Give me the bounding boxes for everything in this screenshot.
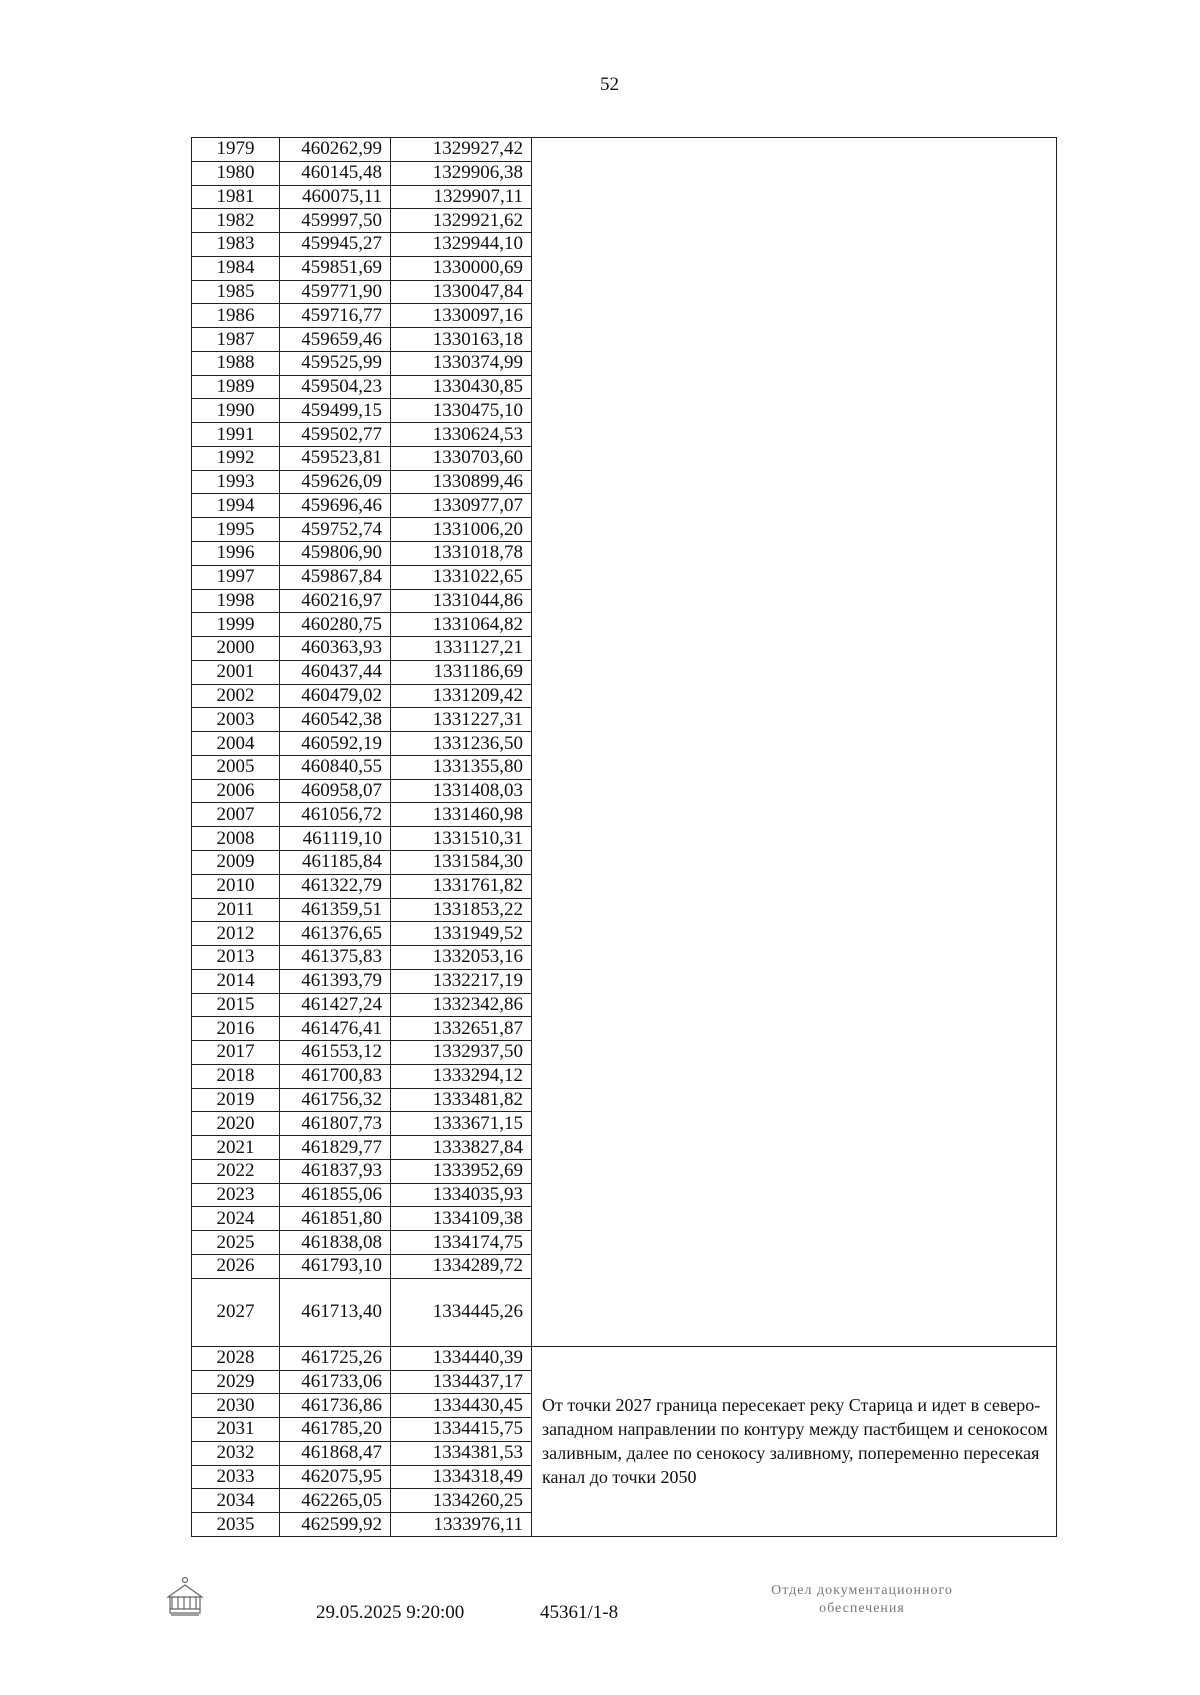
y-coordinate-cell: 1331761,82: [391, 874, 532, 898]
point-number-cell: 2030: [192, 1394, 280, 1418]
y-coordinate-cell: 1331022,65: [391, 565, 532, 589]
point-number-cell: 2017: [192, 1041, 280, 1065]
point-number-cell: 2015: [192, 993, 280, 1017]
x-coordinate-cell: 459626,09: [280, 470, 391, 494]
y-coordinate-cell: 1333481,82: [391, 1088, 532, 1112]
x-coordinate-cell: 461807,73: [280, 1112, 391, 1136]
y-coordinate-cell: 1331209,42: [391, 684, 532, 708]
boundary-description-cell: От точки 2027 граница пересекает реку Старица и идет в северо-западном направлении по контуру между пастбищем и сенокосом заливным, далее по сенокосу заливному, попеременно пересекая канал до точки 2050: [532, 1346, 1057, 1536]
y-coordinate-cell: 1330000,69: [391, 256, 532, 280]
point-number-cell: 2002: [192, 684, 280, 708]
x-coordinate-cell: 459997,50: [280, 209, 391, 233]
x-coordinate-cell: 461185,84: [280, 850, 391, 874]
x-coordinate-cell: 461322,79: [280, 874, 391, 898]
coordinates-table: [191, 137, 1057, 1537]
point-number-cell: 2027: [192, 1278, 280, 1346]
x-coordinate-cell: 461855,06: [280, 1183, 391, 1207]
x-coordinate-cell: 461375,83: [280, 946, 391, 970]
y-coordinate-cell: 1334289,72: [391, 1254, 532, 1278]
y-coordinate-cell: 1329927,42: [391, 138, 532, 162]
point-number-cell: 2020: [192, 1112, 280, 1136]
point-number-cell: 1988: [192, 351, 280, 375]
x-coordinate-cell: 459659,46: [280, 328, 391, 352]
point-number-cell: 2013: [192, 946, 280, 970]
y-coordinate-cell: 1330163,18: [391, 328, 532, 352]
x-coordinate-cell: 460363,93: [280, 637, 391, 661]
point-number-cell: 2023: [192, 1183, 280, 1207]
y-coordinate-cell: 1334174,75: [391, 1231, 532, 1255]
x-coordinate-cell: 462075,95: [280, 1465, 391, 1489]
emblem-logo: [162, 1573, 208, 1619]
point-number-cell: 2016: [192, 1017, 280, 1041]
x-coordinate-cell: 462265,05: [280, 1489, 391, 1513]
x-coordinate-cell: 461553,12: [280, 1041, 391, 1065]
point-number-cell: 2012: [192, 922, 280, 946]
x-coordinate-cell: 461427,24: [280, 993, 391, 1017]
y-coordinate-cell: 1331460,98: [391, 803, 532, 827]
y-coordinate-cell: 1331584,30: [391, 850, 532, 874]
x-coordinate-cell: 461393,79: [280, 969, 391, 993]
x-coordinate-cell: 459716,77: [280, 304, 391, 328]
x-coordinate-cell: 460479,02: [280, 684, 391, 708]
y-coordinate-cell: 1333827,84: [391, 1136, 532, 1160]
y-coordinate-cell: 1334445,26: [391, 1278, 532, 1346]
y-coordinate-cell: 1330097,16: [391, 304, 532, 328]
y-coordinate-cell: 1331006,20: [391, 518, 532, 542]
y-coordinate-cell: 1334437,17: [391, 1370, 532, 1394]
point-number-cell: 1997: [192, 565, 280, 589]
point-number-cell: 1992: [192, 446, 280, 470]
x-coordinate-cell: 461829,77: [280, 1136, 391, 1160]
y-coordinate-cell: 1330899,46: [391, 470, 532, 494]
point-number-cell: 2029: [192, 1370, 280, 1394]
point-number-cell: 1998: [192, 589, 280, 613]
y-coordinate-cell: 1334430,45: [391, 1394, 532, 1418]
y-coordinate-cell: 1331408,03: [391, 779, 532, 803]
y-coordinate-cell: 1331853,22: [391, 898, 532, 922]
x-coordinate-cell: 461733,06: [280, 1370, 391, 1394]
y-coordinate-cell: 1332651,87: [391, 1017, 532, 1041]
point-number-cell: 1993: [192, 470, 280, 494]
x-coordinate-cell: 461785,20: [280, 1418, 391, 1442]
x-coordinate-cell: 461476,41: [280, 1017, 391, 1041]
x-coordinate-cell: 459502,77: [280, 423, 391, 447]
point-number-cell: 1982: [192, 209, 280, 233]
point-number-cell: 2011: [192, 898, 280, 922]
point-number-cell: 1995: [192, 518, 280, 542]
y-coordinate-cell: 1330624,53: [391, 423, 532, 447]
x-coordinate-cell: 459523,81: [280, 446, 391, 470]
y-coordinate-cell: 1331064,82: [391, 613, 532, 637]
x-coordinate-cell: 459851,69: [280, 256, 391, 280]
point-number-cell: 2004: [192, 732, 280, 756]
point-number-cell: 1994: [192, 494, 280, 518]
x-coordinate-cell: 459504,23: [280, 375, 391, 399]
point-number-cell: 2010: [192, 874, 280, 898]
y-coordinate-cell: 1329906,38: [391, 161, 532, 185]
point-number-cell: 2022: [192, 1159, 280, 1183]
x-coordinate-cell: 461837,93: [280, 1159, 391, 1183]
x-coordinate-cell: 461851,80: [280, 1207, 391, 1231]
y-coordinate-cell: 1329907,11: [391, 185, 532, 209]
y-coordinate-cell: 1334440,39: [391, 1346, 532, 1370]
x-coordinate-cell: 461793,10: [280, 1254, 391, 1278]
y-coordinate-cell: 1330047,84: [391, 280, 532, 304]
point-number-cell: 2007: [192, 803, 280, 827]
y-coordinate-cell: 1332342,86: [391, 993, 532, 1017]
point-number-cell: 2021: [192, 1136, 280, 1160]
point-number-cell: 1986: [192, 304, 280, 328]
x-coordinate-cell: 460592,19: [280, 732, 391, 756]
page-number: 52: [600, 74, 619, 95]
x-coordinate-cell: 460840,55: [280, 755, 391, 779]
x-coordinate-cell: 461700,83: [280, 1064, 391, 1088]
x-coordinate-cell: 460542,38: [280, 708, 391, 732]
y-coordinate-cell: 1333976,11: [391, 1513, 532, 1537]
y-coordinate-cell: 1331186,69: [391, 660, 532, 684]
y-coordinate-cell: 1334415,75: [391, 1418, 532, 1442]
y-coordinate-cell: 1332937,50: [391, 1041, 532, 1065]
x-coordinate-cell: 461725,26: [280, 1346, 391, 1370]
y-coordinate-cell: 1330475,10: [391, 399, 532, 423]
x-coordinate-cell: 460075,11: [280, 185, 391, 209]
point-number-cell: 2024: [192, 1207, 280, 1231]
x-coordinate-cell: 461713,40: [280, 1278, 391, 1346]
y-coordinate-cell: 1331127,21: [391, 637, 532, 661]
point-number-cell: 2033: [192, 1465, 280, 1489]
point-number-cell: 2006: [192, 779, 280, 803]
x-coordinate-cell: 459696,46: [280, 494, 391, 518]
table-row: [192, 1346, 1057, 1370]
x-coordinate-cell: 459945,27: [280, 233, 391, 257]
y-coordinate-cell: 1333952,69: [391, 1159, 532, 1183]
empty-description-cell: [532, 138, 1057, 1347]
x-coordinate-cell: 459806,90: [280, 542, 391, 566]
stamp-line-2: обеспечения: [819, 1601, 905, 1616]
y-coordinate-cell: 1329921,62: [391, 209, 532, 233]
point-number-cell: 1991: [192, 423, 280, 447]
x-coordinate-cell: 461056,72: [280, 803, 391, 827]
x-coordinate-cell: 460280,75: [280, 613, 391, 637]
x-coordinate-cell: 459752,74: [280, 518, 391, 542]
point-number-cell: 2025: [192, 1231, 280, 1255]
y-coordinate-cell: 1333671,15: [391, 1112, 532, 1136]
x-coordinate-cell: 460437,44: [280, 660, 391, 684]
y-coordinate-cell: 1334318,49: [391, 1465, 532, 1489]
table-row: [192, 138, 1057, 162]
x-coordinate-cell: 460958,07: [280, 779, 391, 803]
point-number-cell: 2032: [192, 1441, 280, 1465]
point-number-cell: 2003: [192, 708, 280, 732]
stamp-line-1: Отдел документационного: [771, 1583, 953, 1598]
x-coordinate-cell: 460262,99: [280, 138, 391, 162]
point-number-cell: 2019: [192, 1088, 280, 1112]
point-number-cell: 1989: [192, 375, 280, 399]
point-number-cell: 2034: [192, 1489, 280, 1513]
x-coordinate-cell: 461838,08: [280, 1231, 391, 1255]
y-coordinate-cell: 1331355,80: [391, 755, 532, 779]
y-coordinate-cell: 1331018,78: [391, 542, 532, 566]
point-number-cell: 2031: [192, 1418, 280, 1442]
y-coordinate-cell: 1330374,99: [391, 351, 532, 375]
y-coordinate-cell: 1331949,52: [391, 922, 532, 946]
point-number-cell: 2009: [192, 850, 280, 874]
point-number-cell: 2001: [192, 660, 280, 684]
point-number-cell: 1979: [192, 138, 280, 162]
x-coordinate-cell: 460216,97: [280, 589, 391, 613]
point-number-cell: 2000: [192, 637, 280, 661]
x-coordinate-cell: 461868,47: [280, 1441, 391, 1465]
y-coordinate-cell: 1333294,12: [391, 1064, 532, 1088]
x-coordinate-cell: 459771,90: [280, 280, 391, 304]
y-coordinate-cell: 1330703,60: [391, 446, 532, 470]
point-number-cell: 2026: [192, 1254, 280, 1278]
y-coordinate-cell: 1334260,25: [391, 1489, 532, 1513]
x-coordinate-cell: 461119,10: [280, 827, 391, 851]
x-coordinate-cell: 461736,86: [280, 1394, 391, 1418]
x-coordinate-cell: 461376,65: [280, 922, 391, 946]
x-coordinate-cell: 461756,32: [280, 1088, 391, 1112]
point-number-cell: 2008: [192, 827, 280, 851]
point-number-cell: 1984: [192, 256, 280, 280]
y-coordinate-cell: 1331510,31: [391, 827, 532, 851]
x-coordinate-cell: 462599,92: [280, 1513, 391, 1537]
x-coordinate-cell: 461359,51: [280, 898, 391, 922]
y-coordinate-cell: 1331236,50: [391, 732, 532, 756]
point-number-cell: 1985: [192, 280, 280, 304]
point-number-cell: 1981: [192, 185, 280, 209]
x-coordinate-cell: 460145,48: [280, 161, 391, 185]
y-coordinate-cell: 1332053,16: [391, 946, 532, 970]
y-coordinate-cell: 1330977,07: [391, 494, 532, 518]
department-stamp: [712, 1582, 1012, 1618]
y-coordinate-cell: 1332217,19: [391, 969, 532, 993]
y-coordinate-cell: 1334381,53: [391, 1441, 532, 1465]
x-coordinate-cell: 459499,15: [280, 399, 391, 423]
y-coordinate-cell: 1331227,31: [391, 708, 532, 732]
y-coordinate-cell: 1334109,38: [391, 1207, 532, 1231]
point-number-cell: 2028: [192, 1346, 280, 1370]
footer-date: 29.05.2025 9:20:00: [316, 1602, 465, 1623]
point-number-cell: 2014: [192, 969, 280, 993]
point-number-cell: 1980: [192, 161, 280, 185]
point-number-cell: 1996: [192, 542, 280, 566]
point-number-cell: 2018: [192, 1064, 280, 1088]
point-number-cell: 2035: [192, 1513, 280, 1537]
point-number-cell: 1999: [192, 613, 280, 637]
x-coordinate-cell: 459525,99: [280, 351, 391, 375]
y-coordinate-cell: 1331044,86: [391, 589, 532, 613]
point-number-cell: 1983: [192, 233, 280, 257]
point-number-cell: 1990: [192, 399, 280, 423]
y-coordinate-cell: 1330430,85: [391, 375, 532, 399]
y-coordinate-cell: 1329944,10: [391, 233, 532, 257]
point-number-cell: 1987: [192, 328, 280, 352]
x-coordinate-cell: 459867,84: [280, 565, 391, 589]
footer-document-number: 45361/1-8: [540, 1602, 619, 1623]
y-coordinate-cell: 1334035,93: [391, 1183, 532, 1207]
point-number-cell: 2005: [192, 755, 280, 779]
